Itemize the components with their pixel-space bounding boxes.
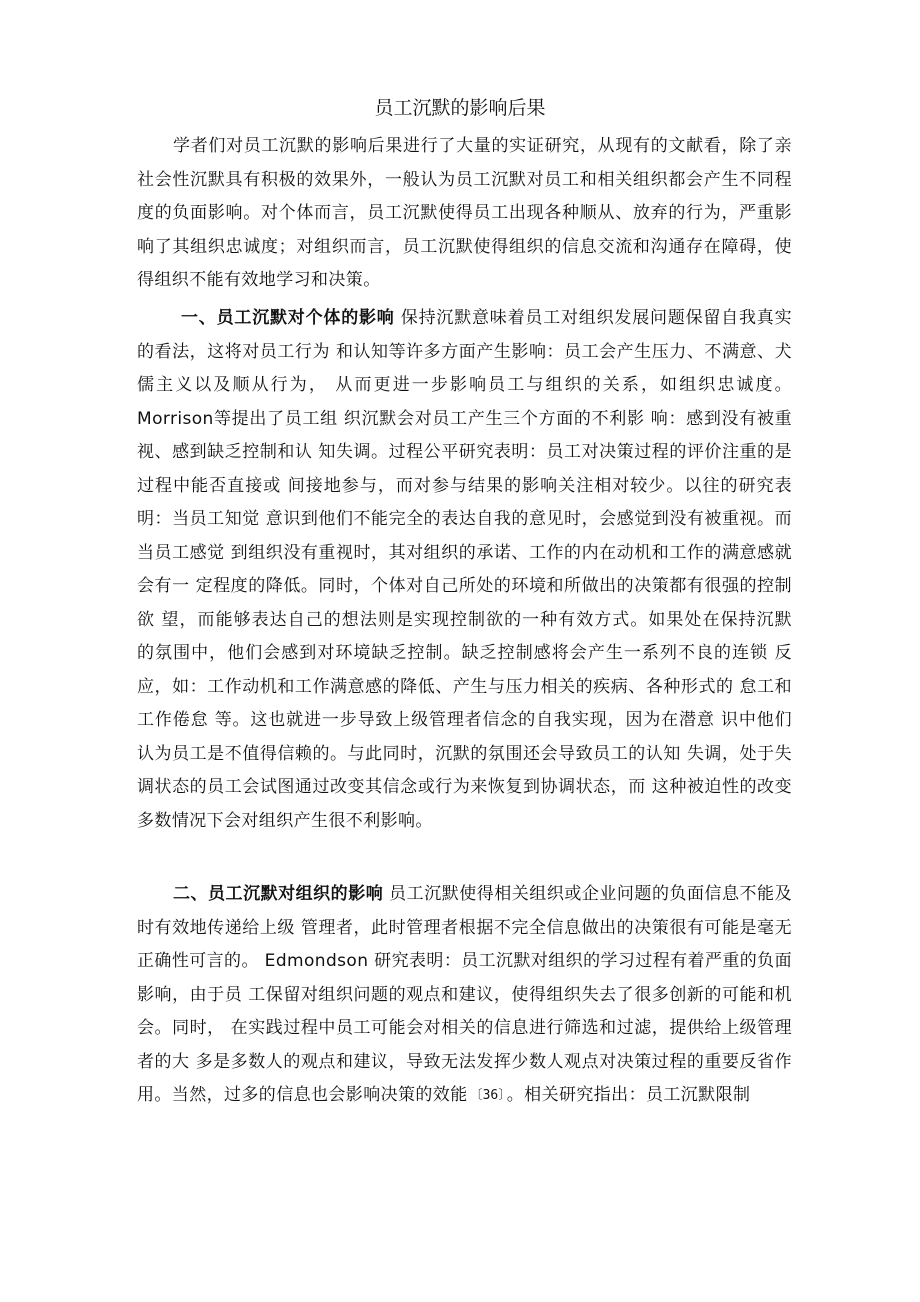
- section-organization-text: 员工沉默使得相关组织或企业问题的负面信息不能及时有效地传递给上级 管理者，此时管理者根据不完全信息做出的决策很有可能是毫无正确性可言的。 Edmondson 研究表明：员工沉默对组织的学习过程有着严重的负面影响，由于员 工保留对组织问题的观点和建议，使得组织失去了很多创新的可能和机会。同时， 在实践过程中员工可能会对相关的信息进行筛选和过滤，提供给上级管理者的大 多是多数人的观点和建议，导致无法发挥少数人观点对决策过程的重要反省作 用。当然，过多的信息也会影响决策的效能: [137, 884, 792, 1105]
- section-organization-heading: 二、员工沉默对组织的影响: [173, 884, 384, 904]
- citation-reference: 〔36〕: [469, 1088, 505, 1103]
- intro-paragraph: 学者们对员工沉默的影响后果进行了大量的实证研究，从现有的文献看，除了亲社会性沉默具有积极的效果外，一般认为员工沉默对员工和相关组织都会产生不同程度的负面影响。对个体而言，员工沉默使得员工出现各种顺从、放弃的行为，严重影响了其组织忠诚度；对组织而言，员工沉默使得组织的信息交流和沟通存在障碍，使得组织不能有效地学习和决策。: [137, 136, 792, 290]
- section-individual-text: 保持沉默意味着员工对组织发展问题保留自我真实的看法，这将对员工行为 和认知等许多方面产生影响：员工会产生压力、不满意、犬儒主义以及顺从行为， 从而更进一步影响员工与组织的关系，如组织忠诚度。Morrison等提出了员工组 织沉默会对员工产生三个方面的不利影 响：感到没有被重视、感到缺乏控制和认 知失调。过程公平研究表明：员工对决策过程的评价注重的是过程中能否直接或 间接地参与，而对参与结果的影响关注相对较少。以往的研究表明：当员工知觉 意识到他们不能完全的表达自我的意见时，会感觉到没有被重视。而当员工感觉 到组织没有重视时，其对组织的承诺、工作的内在动机和工作的满意感就会有一 定程度的降低。同时，个体对自己所处的环境和所做出的决策都有很强的控制欲 望，而能够表达自己的想法则是实现控制欲的一种有效方式。如果处在保持沉默 的氛围中，他们会感到对环境缺乏控制。缺乏控制感将会产生一系列不良的连锁 反应，如：工作动机和工作满意感的降低、产生与压力相关的疾病、各种形式的 怠工和工作倦怠 等。这也就进一步导致上级管理者信念的自我实现，因为在潜意 识中他们认为员工是不值得信赖的。与此同时，沉默的氛围还会导致员工的认知 失调，处于失调状态的员工会试图通过改变其信念或行为来恢复到协调状态，而 这种被迫性的改变多数情况下会对组织产生很不利影响。: [137, 308, 792, 831]
- document-title: 员工沉默的影响后果: [374, 97, 546, 119]
- section-individual-paragraph: [137, 302, 792, 838]
- section-organization-text-end: 。相关研究指出：员工沉默限制: [506, 1085, 751, 1105]
- section-organization-paragraph: [137, 878, 792, 1113]
- section-individual-heading: 一、员工沉默对个体的影响: [181, 308, 395, 328]
